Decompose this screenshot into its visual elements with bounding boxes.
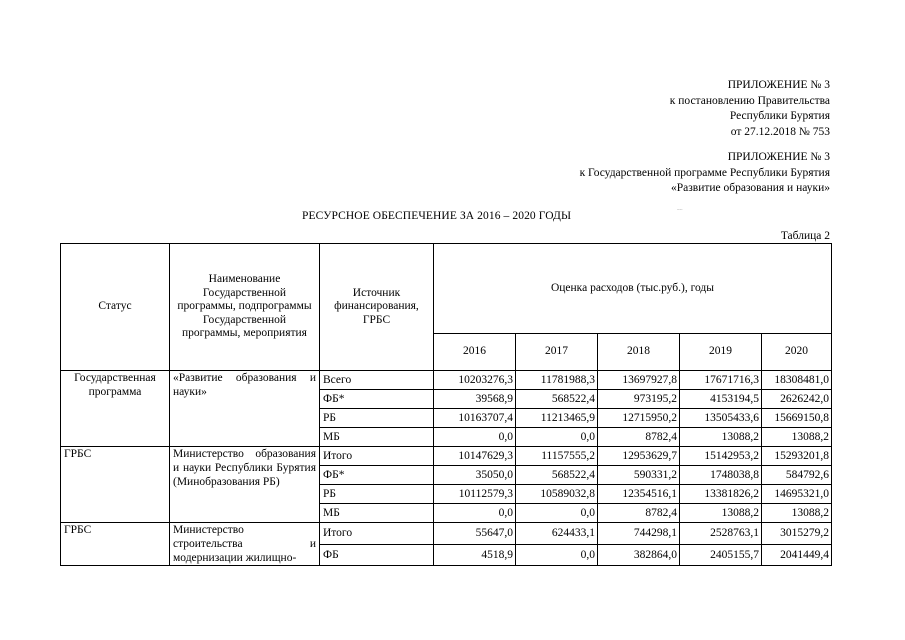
value-cell: 18308481,0 (762, 371, 832, 390)
value-cell: 15669150,8 (762, 409, 832, 428)
value-cell: 2528763,1 (680, 523, 762, 545)
value-cell: 10203276,3 (434, 371, 516, 390)
value-cell: 12953629,7 (598, 447, 680, 466)
value-cell: 13381826,2 (680, 485, 762, 504)
header-year: 2020 (762, 333, 832, 370)
stamp-mark: ~~ (677, 208, 683, 213)
value-cell: 0,0 (434, 504, 516, 523)
appendix-title: ПРИЛОЖЕНИЕ № 3 (727, 151, 830, 163)
value-cell: 1748038,8 (680, 466, 762, 485)
header-source: Источник финансирования, ГРБС (320, 244, 434, 371)
value-cell: 13088,2 (680, 428, 762, 447)
value-cell: 0,0 (516, 504, 598, 523)
value-cell: 11213465,9 (516, 409, 598, 428)
source-cell: РБ (320, 409, 434, 428)
appendix-date-line: от 27.12.2018 № 753 (730, 125, 830, 138)
value-cell: 17671716,3 (680, 371, 762, 390)
source-cell: МБ (320, 504, 434, 523)
value-cell: 55647,0 (434, 523, 516, 545)
appendix-ref-line: к Государственной программе Республики Бурятия (579, 166, 830, 179)
table-number-label: Таблица 2 (780, 230, 830, 242)
table-row (61, 523, 832, 545)
table-row (61, 371, 832, 390)
value-cell: 13088,2 (762, 504, 832, 523)
source-cell: МБ (320, 428, 434, 447)
value-cell: 2405155,7 (680, 544, 762, 566)
source-cell: Итого (320, 447, 434, 466)
appendix-title: ПРИЛОЖЕНИЕ № 3 (727, 79, 830, 91)
name-cell: Министерство строительства и модернизации жилищно- (170, 523, 320, 566)
value-cell: 15293201,8 (762, 447, 832, 466)
header-year: 2018 (598, 333, 680, 370)
appendix-ref-line: к постановлению Правительства (669, 94, 830, 107)
appendix-ref-line: Республики Бурятия (729, 110, 830, 122)
value-cell: 8782,4 (598, 504, 680, 523)
table-row (61, 447, 832, 466)
header-status: Статус (61, 244, 170, 371)
source-cell: Всего (320, 371, 434, 390)
source-cell: ФБ* (320, 466, 434, 485)
name-cell: «Развитие образования и науки» (170, 371, 320, 447)
status-cell: Государственная программа (61, 371, 170, 447)
value-cell: 10112579,3 (434, 485, 516, 504)
status-cell: ГРБС (61, 447, 170, 523)
value-cell: 39568,9 (434, 390, 516, 409)
value-cell: 973195,2 (598, 390, 680, 409)
value-cell: 13505433,6 (680, 409, 762, 428)
header-year: 2017 (516, 333, 598, 370)
value-cell: 13697927,8 (598, 371, 680, 390)
value-cell: 624433,1 (516, 523, 598, 545)
value-cell: 3015279,2 (762, 523, 832, 545)
value-cell: 14695321,0 (762, 485, 832, 504)
value-cell: 0,0 (434, 428, 516, 447)
header-name: Наименование Государственной программы, подпрограммы Государственной программы, мероприятия (170, 244, 320, 371)
value-cell: 35050,0 (434, 466, 516, 485)
value-cell: 11157555,2 (516, 447, 598, 466)
header-year: 2019 (680, 333, 762, 370)
value-cell: 15142953,2 (680, 447, 762, 466)
appendix-ref-line: «Развитие образования и науки» (670, 182, 830, 194)
value-cell: 10147629,3 (434, 447, 516, 466)
name-cell: Министерство образования и науки Республики Бурятия (Минобразования РБ) (170, 447, 320, 523)
value-cell: 0,0 (516, 428, 598, 447)
value-cell: 12715950,2 (598, 409, 680, 428)
value-cell: 4518,9 (434, 544, 516, 566)
value-cell: 4153194,5 (680, 390, 762, 409)
value-cell: 2626242,0 (762, 390, 832, 409)
source-cell: ФБ (320, 544, 434, 566)
value-cell: 10163707,4 (434, 409, 516, 428)
value-cell: 382864,0 (598, 544, 680, 566)
appendix-header-resolution (670, 78, 830, 140)
value-cell: 568522,4 (516, 390, 598, 409)
value-cell: 13088,2 (762, 428, 832, 447)
value-cell: 584792,6 (762, 466, 832, 485)
value-cell: 8782,4 (598, 428, 680, 447)
value-cell: 2041449,4 (762, 544, 832, 566)
header-estimate: Оценка расходов (тыс.руб.), годы (434, 244, 832, 334)
appendix-header-program (580, 150, 830, 197)
document-title: РЕСУРСНОЕ ОБЕСПЕЧЕНИЕ ЗА 2016 – 2020 ГОДЫ (302, 210, 572, 222)
value-cell: 744298,1 (598, 523, 680, 545)
value-cell: 568522,4 (516, 466, 598, 485)
value-cell: 10589032,8 (516, 485, 598, 504)
source-cell: Итого (320, 523, 434, 545)
value-cell: 0,0 (516, 544, 598, 566)
value-cell: 13088,2 (680, 504, 762, 523)
source-cell: РБ (320, 485, 434, 504)
source-cell: ФБ* (320, 390, 434, 409)
resource-table (60, 243, 832, 566)
header-year: 2016 (434, 333, 516, 370)
status-cell: ГРБС (61, 523, 170, 566)
value-cell: 12354516,1 (598, 485, 680, 504)
value-cell: 11781988,3 (516, 371, 598, 390)
value-cell: 590331,2 (598, 466, 680, 485)
